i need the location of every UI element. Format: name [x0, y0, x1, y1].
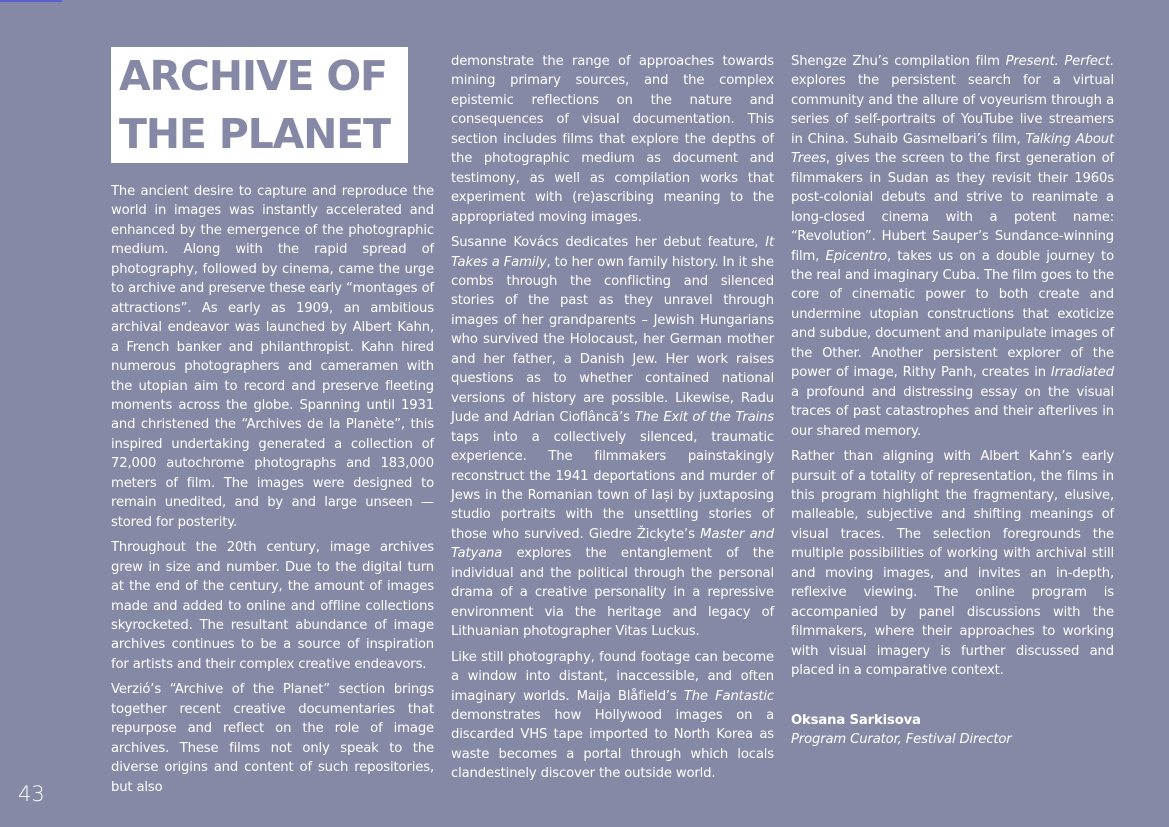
- text-run: demonstrates how Hollywood images on a discarded VHS tape imported to North Korea as waste becomes a portal through which locals clandestinely discover the outside world.: [451, 707, 774, 782]
- paragraph: [791, 52, 1114, 441]
- column-3: [791, 52, 1114, 749]
- text-run: a profound and distressing essay on the visual traces of past catastrophes and their afterlives in our shared memory.: [791, 384, 1114, 439]
- film-title: Master and Tatyana: [451, 526, 774, 562]
- column-2: [451, 52, 774, 790]
- page-number: 43: [18, 782, 45, 806]
- film-title: Talking About Trees: [791, 131, 1114, 167]
- text-run: , to her own family history. In it she combs through the conflicting and silenced stories of the past as they unravel through images of her grandparents – Jewish Hungarians who survived the Holocaust, her German mother and her father, a Danish Jew. Her work raises questions as to whether contained national versions of history are possible. Likewise, Radu Jude and Adrian Cioflâncă’s: [451, 254, 775, 426]
- signature-role: Program Curator, Festival Director: [791, 731, 1012, 747]
- text-run: explores the entanglement of the individual and the political through the personal drama of a creative personality in a repressive environment via the heritage and legacy of Lithuanian photographer Vitas Luckus.: [451, 546, 774, 640]
- title-line-2: THE PLANET: [111, 105, 408, 163]
- text-run: Like still photography, found footage can become a window into distant, inaccessible, and often imaginary worlds. Maija Blåfield’s: [451, 649, 774, 704]
- film-title: Irradiated: [1050, 365, 1114, 381]
- paragraph: The ancient desire to capture and reproduce the world in images was instantly accelerated and enhanced by the emergence of the photographic medium. Along with the rapid spread of photography, followed by cinema, came the urge to archive and preserve these early “montages of attractions”. As early as 1909, an ambitious archival endeavor was launched by Albert Kahn, a French banker and philanthropist. Kahn hired numerous photographers and cameramen with the utopian aim to record and preserve fleeting moments across the globe. Spanning until 1931 and christened the “Archives de la Planète”, this inspired undertaking generated a collection of 72,000 autochrome photographs and 183,000 meters of film. The images were designed to remain unedited, and by and large unseen — stored for posterity.: [111, 184, 434, 530]
- text-run: Shengze Zhu’s compilation film: [791, 54, 1006, 69]
- film-title: The Fantastic: [683, 688, 774, 704]
- text-run: , gives the screen to the first generation of filmmakers in Sudan as they revisit their 1960s post-colonial debuts and strive to reanimate a long-closed cinema with a potent name: “Revolution”. Hubert Sauper’s Sundance-winning film,: [791, 151, 1114, 264]
- title-line-1: ARCHIVE OF: [111, 47, 408, 105]
- paragraph: Throughout the 20th century, image archives grew in size and number. Due to the digital turn at the end of the century, the amount of images made and added to online and offline collections skyrocketed. The resultant abundance of image archives continues to be a source of inspiration for artists and their complex creative endeavors.: [111, 540, 434, 672]
- page-title: [111, 47, 408, 163]
- text-run: Susanne Kovács dedicates her debut feature,: [451, 235, 766, 251]
- paragraph: demonstrate the range of approaches towards mining primary sources, and the complex epistemic reflections on the nature and consequences of visual documentation. This section includes films that explore the depths of the photographic medium as document and testimony, as well as compilation works that experiment with (re)ascribing meaning to the appropriated moving images.: [451, 54, 774, 225]
- top-accent-bar: [0, 0, 62, 2]
- column-1: [111, 182, 434, 803]
- paragraph: [451, 648, 774, 784]
- film-title: Epicentro: [825, 248, 887, 264]
- paragraph: Verzió’s “Archive of the Planet” section brings together recent creative documentaries that repurpose and reflect on the role of image archives. These films not only speak to the diverse origins and content of such repositories, but also: [111, 682, 434, 795]
- signature-name: Oksana Sarkisova: [791, 712, 921, 728]
- text-run: , takes us on a double journey to the real and imaginary Cuba. The film goes to the core of cinematic power to both create and undermine utopian constructions that exoticize and subdue, document and manipulate images of the Other. Another persistent explorer of the power of image, Rithy Panh, creates in: [791, 248, 1114, 381]
- film-title: The Exit of the Trains: [634, 410, 774, 426]
- film-title: Present. Perfect.: [1005, 54, 1115, 69]
- paragraph: Rather than aligning with Albert Kahn’s early pursuit of a totality of representation, the films in this program highlight the fragmentary, elusive, malleable, subjective and shifting meanings of visual traces. The selection foregrounds the multiple possibilities of working with archival still and moving images, and invites an in-depth, reflexive viewing. The online program is accompanied by panel discussions with the filmmakers, where their approaches to working with visual imagery is further discussed and placed in a comparative context.: [791, 449, 1114, 679]
- text-run: taps into a collectively silenced, traumatic experience. The filmmakers painstakingly reconstruct the 1941 deportations and murder of Jews in the Romanian town of Iași by juxtaposing studio portraits with the unsettling stories of those who survived. Giedre Žickyte’s: [451, 429, 774, 542]
- film-title: It Takes a Family: [451, 235, 774, 270]
- paragraph: [451, 233, 774, 642]
- text-run: explores the persistent search for a virtual community and the allure of voyeurism through a series of self-portraits of YouTube live streamers in China. Suhaib Gasmelbari’s film,: [791, 73, 1114, 147]
